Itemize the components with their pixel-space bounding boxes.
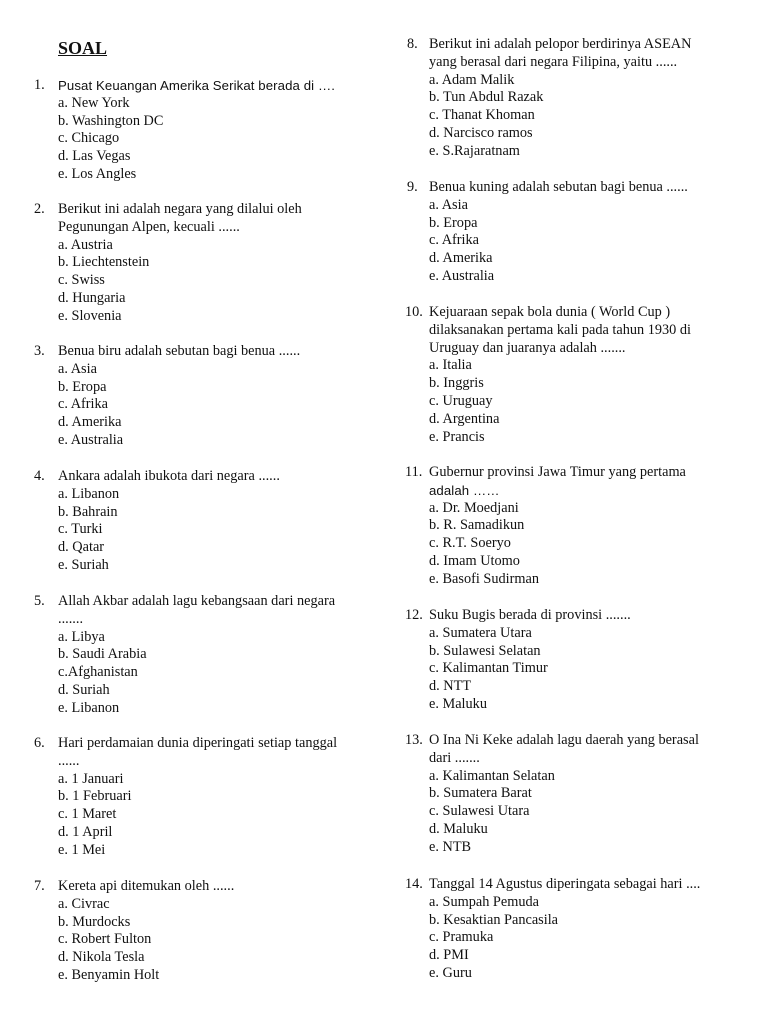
answer-option: d. Amerika xyxy=(429,250,493,267)
question-body xyxy=(58,201,358,326)
answer-option: d. Hungaria xyxy=(58,289,126,306)
question-line: Benua biru adalah sebutan bagi benua ...... xyxy=(58,343,301,359)
answer-option: b. Kesaktian Pancasila xyxy=(429,911,559,928)
answer-option: a. Italia xyxy=(429,357,472,374)
answer-option: c. Pramuka xyxy=(429,929,494,946)
answer-option: b. Eropa xyxy=(429,214,478,231)
question-line: Suku Bugis berada di provinsi ....... xyxy=(429,607,631,623)
answer-option: d. Qatar xyxy=(58,539,105,556)
answer-option: e. Guru xyxy=(429,964,472,981)
question-text xyxy=(429,732,729,768)
answer-option: a. Civrac xyxy=(58,895,110,912)
question-body xyxy=(58,593,358,718)
answer-option: e. Suriah xyxy=(58,556,109,573)
answer-option: b. Tun Abdul Razak xyxy=(429,89,544,106)
answer-option: b. Murdocks xyxy=(58,913,131,930)
answer-option: a. Sumpah Pemuda xyxy=(429,893,539,910)
question-line: Hari perdamaian dunia diperingati setiap tanggal xyxy=(58,735,338,751)
question-body xyxy=(58,878,358,985)
answer-option: b. Sumatera Barat xyxy=(429,785,532,802)
answer-option: d. Amerika xyxy=(58,414,122,431)
question-number: 1. xyxy=(34,77,45,93)
answer-option: a. New York xyxy=(58,94,130,111)
question-body xyxy=(429,179,729,286)
answer-option: e. Basofi Sudirman xyxy=(429,570,539,587)
answer-option: c. Afrika xyxy=(429,232,480,249)
answer-option: c. Kalimantan Timur xyxy=(429,660,548,677)
question-number: 7. xyxy=(34,878,45,894)
question-number: 5. xyxy=(34,593,45,609)
question-line: Kereta api ditemukan oleh ...... xyxy=(58,878,235,894)
question-line: adalah …… xyxy=(429,482,500,498)
question-number: 13. xyxy=(405,732,423,748)
answer-option: b. Washington DC xyxy=(58,112,164,129)
answer-option: a. 1 Januari xyxy=(58,770,124,787)
answer-option: c. Sulawesi Utara xyxy=(429,803,530,820)
question-number: 11. xyxy=(405,464,423,480)
question-number: 2. xyxy=(34,201,45,217)
question-body xyxy=(429,732,729,857)
answer-option: a. Adam Malik xyxy=(429,71,515,88)
question-body xyxy=(429,36,729,161)
question-number: 12. xyxy=(405,607,423,623)
question-body xyxy=(58,735,358,860)
question-body xyxy=(58,77,358,184)
answer-option: c. Turki xyxy=(58,521,103,538)
answer-option: d. Argentina xyxy=(429,410,500,427)
question-number: 3. xyxy=(34,343,45,359)
answer-option: c. R.T. Soeryo xyxy=(429,535,511,552)
question-line: Allah Akbar adalah lagu kebangsaan dari negara xyxy=(58,593,336,609)
answer-option: a. Asia xyxy=(429,196,468,213)
question-text xyxy=(58,468,358,486)
answer-option: e. NTB xyxy=(429,838,472,855)
question-text xyxy=(58,343,358,361)
answer-option: e. Maluku xyxy=(429,695,487,712)
answer-option: c. Afrika xyxy=(58,396,109,413)
answer-option: a. Asia xyxy=(58,360,97,377)
answer-option: b. R. Samadikun xyxy=(429,517,525,534)
question-text xyxy=(58,77,358,95)
answer-option: d. PMI xyxy=(429,947,469,964)
answer-option: e. S.Rajaratnam xyxy=(429,142,520,159)
answer-option: a. Kalimantan Selatan xyxy=(429,767,555,784)
question-line: Pusat Keuangan Amerika Serikat berada di …. xyxy=(58,78,335,93)
question-text xyxy=(58,878,358,896)
answer-option: d. Narcisco ramos xyxy=(429,124,533,141)
answer-option: c. Swiss xyxy=(58,272,105,289)
answer-option: e. Los Angles xyxy=(58,165,137,182)
answer-option: a. Dr. Moedjani xyxy=(429,499,519,516)
question-text xyxy=(429,876,729,894)
question-body xyxy=(58,343,358,450)
question-number: 8. xyxy=(407,36,418,52)
question-body xyxy=(429,304,729,446)
question-line: ....... xyxy=(58,610,84,627)
answer-option: c. 1 Maret xyxy=(58,806,117,823)
answer-option: d. Las Vegas xyxy=(58,148,131,165)
answer-option: d. 1 April xyxy=(58,823,113,840)
answer-option: c. Uruguay xyxy=(429,392,493,409)
answer-option: d. NTT xyxy=(429,678,472,695)
answer-option: d. Imam Utomo xyxy=(429,552,520,569)
question-body xyxy=(58,468,358,575)
question-number: 6. xyxy=(34,735,45,751)
question-text xyxy=(429,179,729,197)
question-line: dilaksanakan pertama kali pada tahun 1930 di xyxy=(429,321,692,338)
question-line: Ankara adalah ibukota dari negara ...... xyxy=(58,468,280,484)
answer-option: c. Thanat Khoman xyxy=(429,107,535,124)
question-text xyxy=(58,201,358,237)
question-line: Berikut ini adalah negara yang dilalui oleh xyxy=(58,201,302,217)
question-line: Kejuaraan sepak bola dunia ( World Cup ) xyxy=(429,304,671,320)
question-line: Benua kuning adalah sebutan bagi benua ...... xyxy=(429,179,688,195)
answer-option: a. Austria xyxy=(58,236,113,253)
answer-option: a. Libanon xyxy=(58,485,120,502)
question-body xyxy=(429,876,729,983)
question-line: Gubernur provinsi Jawa Timur yang pertama xyxy=(429,464,686,480)
answer-option: e. 1 Mei xyxy=(58,841,106,858)
question-text xyxy=(429,304,729,357)
answer-option: b. Inggris xyxy=(429,375,484,392)
answer-option: c. Chicago xyxy=(58,130,120,147)
answer-option: e. Australia xyxy=(429,267,495,284)
answer-option: a. Sumatera Utara xyxy=(429,624,532,641)
question-text xyxy=(429,464,729,500)
question-line: Berikut ini adalah pelopor berdirinya ASEAN xyxy=(429,36,692,52)
answer-option: c.Afghanistan xyxy=(58,664,138,681)
question-body xyxy=(429,607,729,714)
answer-option: b. Saudi Arabia xyxy=(58,646,147,663)
question-number: 9. xyxy=(407,179,418,195)
answer-option: a. Libya xyxy=(58,628,105,645)
question-line: Pegunungan Alpen, kecuali ...... xyxy=(58,218,240,235)
answer-option: b. 1 Februari xyxy=(58,788,132,805)
question-line: O Ina Ni Keke adalah lagu daerah yang berasal xyxy=(429,732,699,748)
question-number: 4. xyxy=(34,468,45,484)
answer-option: b. Liechtenstein xyxy=(58,254,150,271)
question-number: 14. xyxy=(405,876,423,892)
question-number: 10. xyxy=(405,304,423,320)
answer-option: d. Nikola Tesla xyxy=(58,949,145,966)
answer-option: e. Libanon xyxy=(58,699,120,716)
question-line: yang berasal dari negara Filipina, yaitu ...... xyxy=(429,53,678,70)
question-line: Uruguay dan juaranya adalah ....... xyxy=(429,339,626,356)
question-line: Tanggal 14 Agustus diperingata sebagai hari .... xyxy=(429,876,701,892)
question-text xyxy=(58,735,358,771)
question-line: ...... xyxy=(58,752,80,769)
question-text xyxy=(429,607,729,625)
answer-option: e. Prancis xyxy=(429,428,485,445)
answer-option: e. Slovenia xyxy=(58,307,122,324)
question-text xyxy=(58,593,358,629)
page-title: SOAL xyxy=(58,38,108,58)
answer-option: b. Sulawesi Selatan xyxy=(429,642,541,659)
answer-option: e. Australia xyxy=(58,431,124,448)
question-line: dari ....... xyxy=(429,749,480,766)
answer-option: b. Eropa xyxy=(58,378,107,395)
question-body xyxy=(429,464,729,589)
answer-option: e. Benyamin Holt xyxy=(58,966,160,983)
question-text xyxy=(429,36,729,72)
answer-option: b. Bahrain xyxy=(58,503,118,520)
answer-option: c. Robert Fulton xyxy=(58,931,152,948)
answer-option: d. Maluku xyxy=(429,820,488,837)
answer-option: d. Suriah xyxy=(58,681,110,698)
